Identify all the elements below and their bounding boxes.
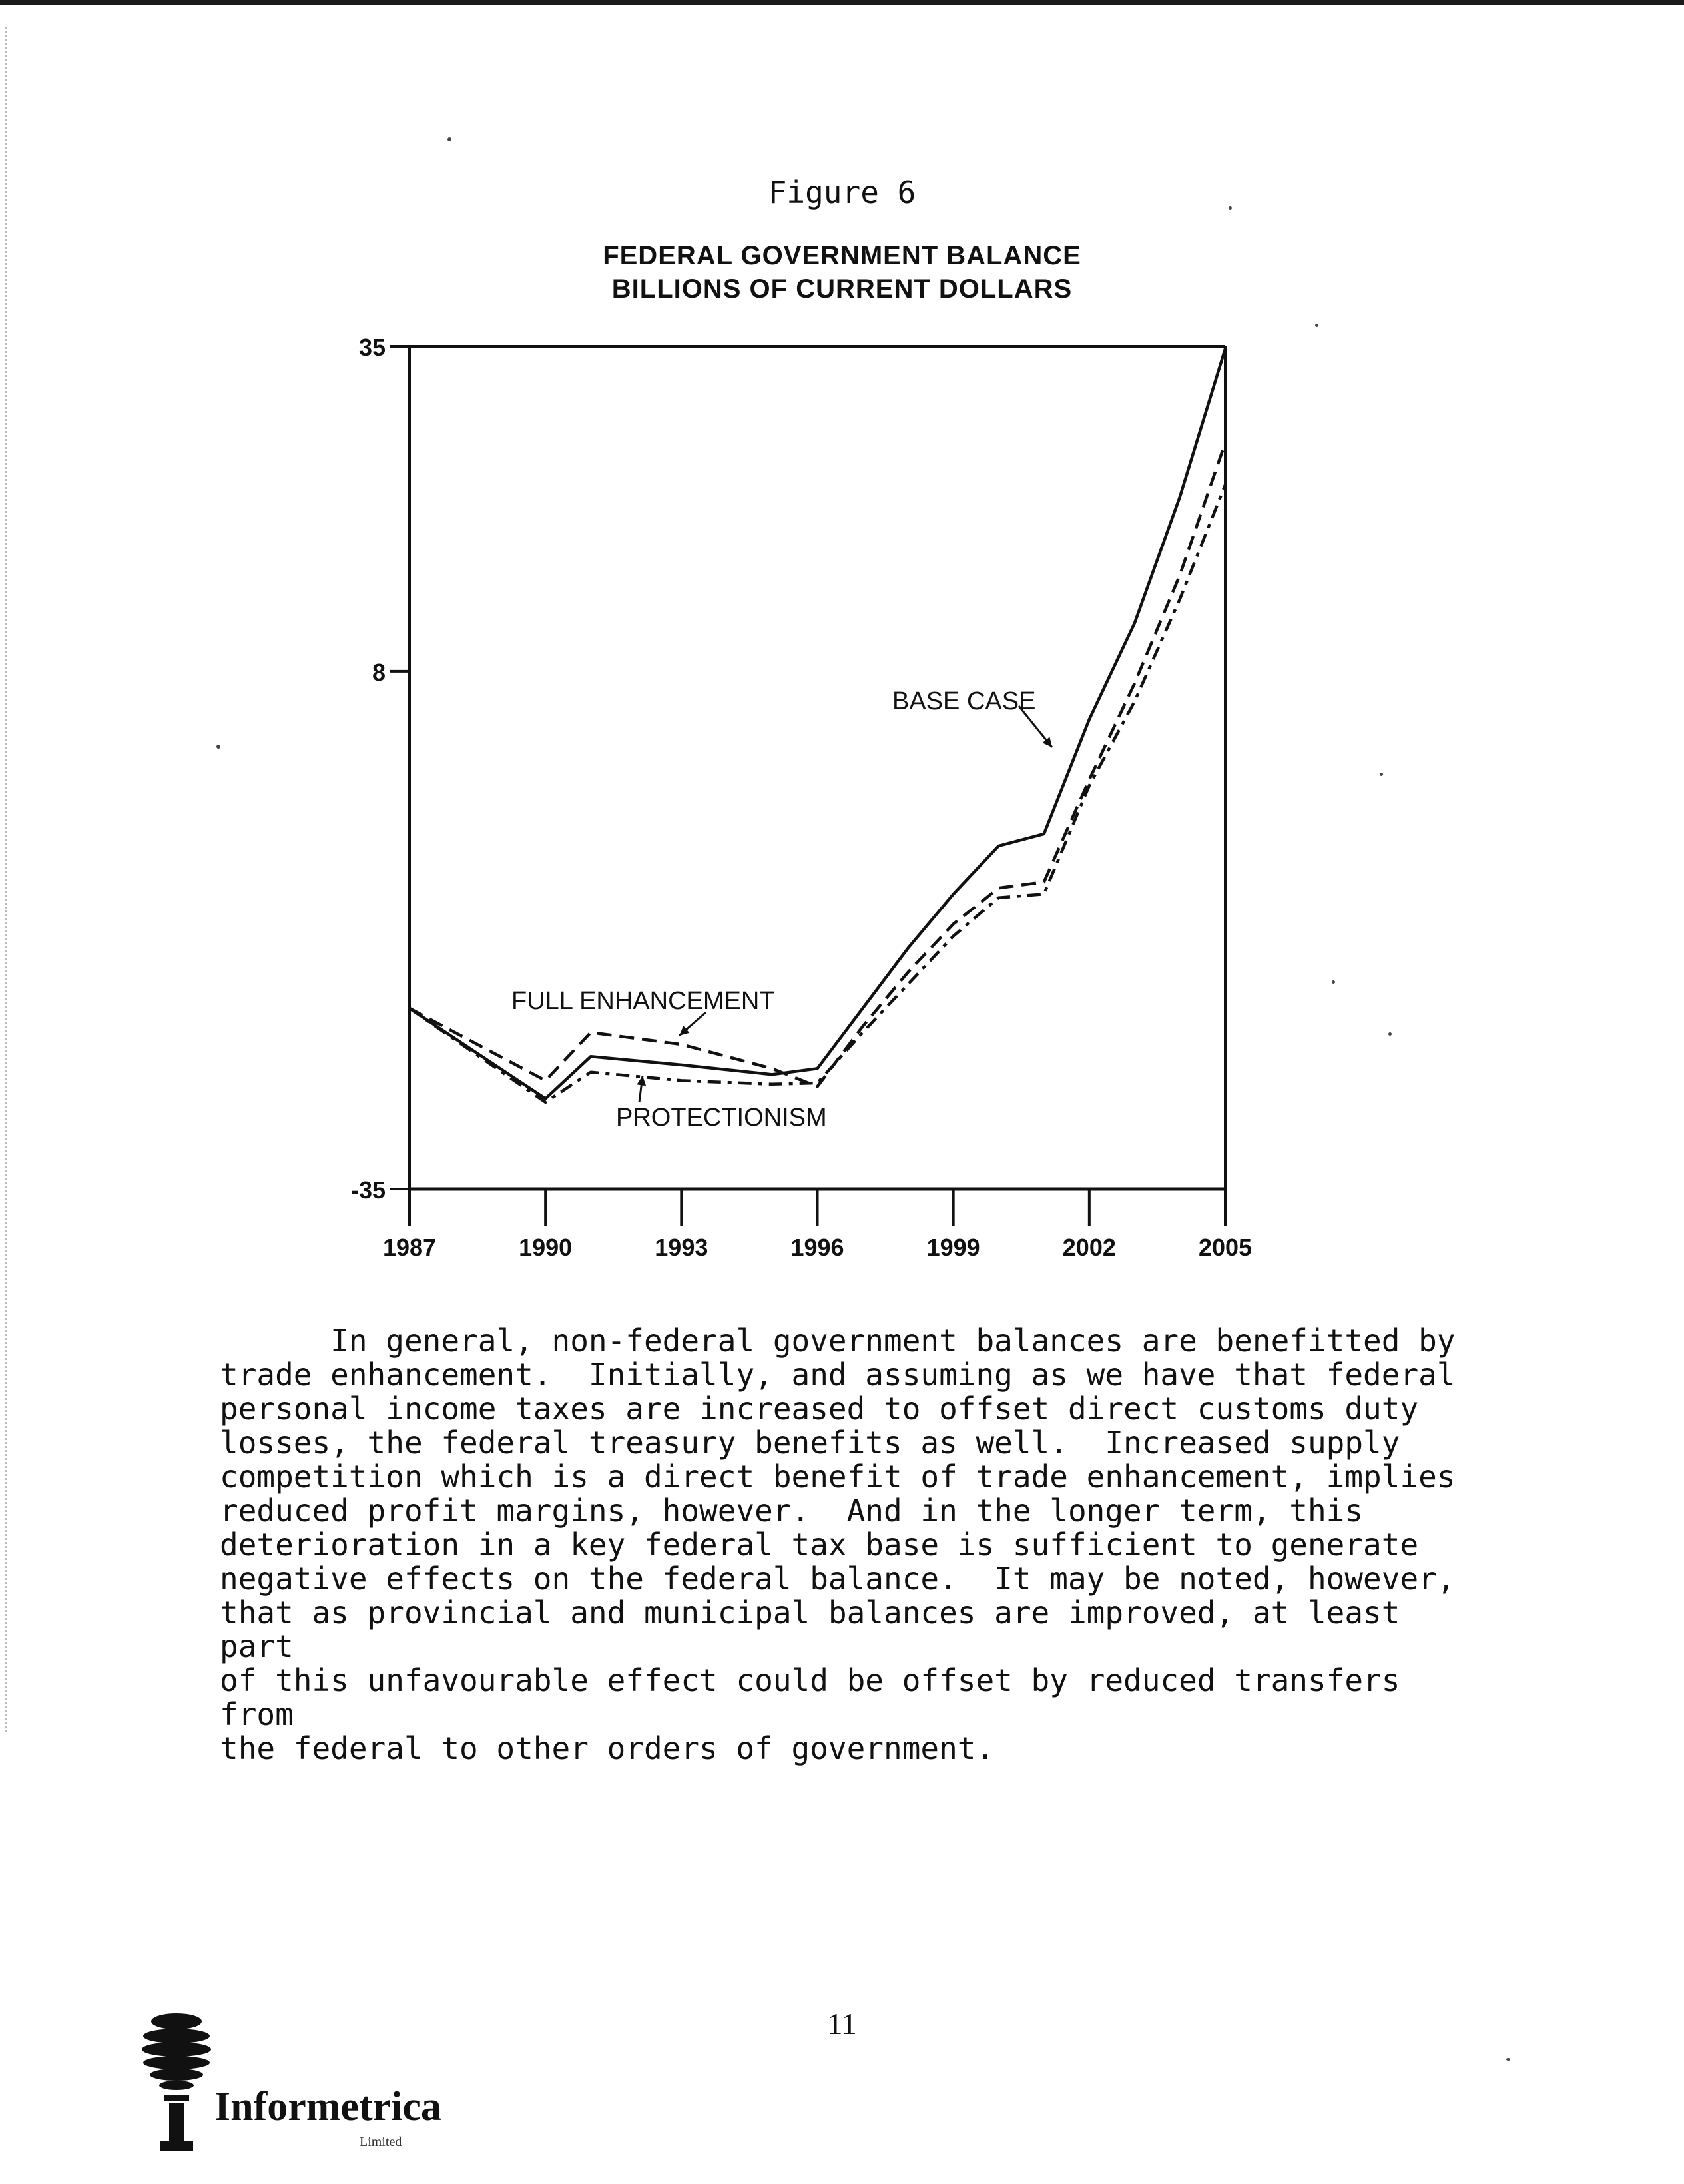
x-tick-label: 1996 <box>790 1234 844 1261</box>
x-tick-label: 1987 <box>382 1234 437 1261</box>
figure-label: Figure 6 <box>768 175 916 210</box>
y-tick-label: 35 <box>358 334 386 361</box>
y-tick-label: 8 <box>372 658 386 686</box>
logo-sub: Limited <box>360 2135 402 2149</box>
annotation-full-enhancement: FULL ENHANCEMENT <box>511 987 775 1015</box>
chart-title: FEDERAL GOVERNMENT BALANCE <box>603 241 1081 270</box>
scan-speck <box>1506 2058 1510 2061</box>
scan-speck <box>1380 773 1383 776</box>
y-tick-label: -35 <box>350 1176 386 1204</box>
chart-subtitle: BILLIONS OF CURRENT DOLLARS <box>611 274 1073 304</box>
page-number: 11 <box>827 2007 857 2041</box>
annotation-protectionism: PROTECTIONISM <box>616 1104 827 1132</box>
x-tick-label: 2005 <box>1198 1234 1253 1261</box>
scan-speck <box>1229 206 1232 210</box>
scan-speck <box>1332 980 1335 984</box>
x-tick-label: 2002 <box>1062 1234 1116 1261</box>
x-tick-label: 1999 <box>926 1234 980 1261</box>
informetrica-logo-icon <box>140 2008 213 2161</box>
scan-speck <box>1315 324 1318 327</box>
body-paragraph: In general, non-federal government balances are benefitted by trade enhancement. Initially, and assuming as we have that federal personal income taxes are increased to offset direct customs duty losses, the federal treasury benefits as well. Increased supply competition which is a direct benefit of trade enhancement, implies reduced profit margins, however. And in the longer term, this deterioration in a key federal tax base is sufficient to generate negative effects on the federal balance. It may be noted, however, that as provincial and municipal balances are improved, at least part of this unfavourable effect could be offset by reduced transfers from the federal to other orders of government. <box>220 1323 1456 1766</box>
scan-speck <box>216 745 220 749</box>
scan-speck <box>1388 1032 1392 1036</box>
series-line-base-case <box>410 349 1225 1099</box>
scan-speck <box>447 137 451 141</box>
logo-name: Informetrica <box>214 2084 441 2129</box>
x-tick-label: 1993 <box>655 1234 708 1261</box>
x-tick-label: 1990 <box>519 1234 573 1261</box>
annotation-base-case: BASE CASE <box>892 687 1036 715</box>
